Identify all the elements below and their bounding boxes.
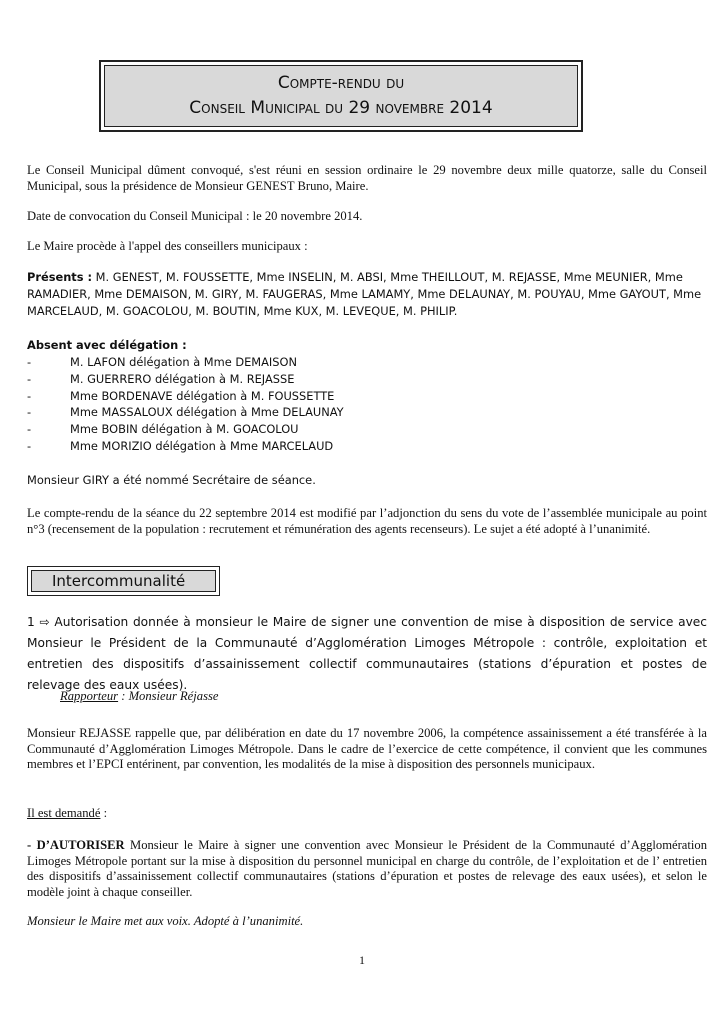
absents-list xyxy=(27,354,627,455)
agenda-item-1 xyxy=(27,612,707,696)
absent-delegation: Mme BORDENAVE délégation à M. FOUSSETTE xyxy=(70,388,335,403)
demande-label: Il est demandé xyxy=(27,806,101,820)
autoriser-paragraph xyxy=(27,838,707,900)
appel-paragraph: Le Maire procède à l'appel des conseillers municipaux : xyxy=(27,239,308,253)
section-heading-box xyxy=(27,566,220,596)
absent-delegation: Mme BOBIN délégation à M. GOACOLOU xyxy=(70,422,299,437)
page-number: 1 xyxy=(359,953,365,967)
section-heading: Intercommunalité xyxy=(31,570,216,592)
absent-delegation: Mme MORIZIO délégation à Mme MARCELAUD xyxy=(70,438,334,453)
title-line-2: Conseil Municipal du 29 novembre 2014 xyxy=(189,98,493,118)
rapporteur-line xyxy=(60,689,218,704)
demande-line xyxy=(27,806,707,822)
list-item xyxy=(27,404,627,421)
list-item xyxy=(27,371,627,388)
list-dash: - xyxy=(27,405,32,420)
absent-delegation: M. GUERRERO délégation à M. REJASSE xyxy=(70,371,295,386)
compte-rendu-paragraph: Le compte-rendu de la séance du 22 septembre 2014 est modifié par l’adjonction du sens du vote de l’assemblée municipale au point n°3 (recensement de la population : recrutement et rémunération des agents recenseurs). Le sujet a été adopté à l’unanimité. xyxy=(27,506,707,536)
list-dash: - xyxy=(27,438,32,453)
list-dash: - xyxy=(27,388,32,403)
title-line-1: Compte-rendu du xyxy=(277,73,405,93)
absents-label: Absent avec délégation : xyxy=(27,338,187,352)
title-box-inner xyxy=(104,65,578,127)
presents-names: M. GENEST, M. FOUSSETTE, Mme INSELIN, M. ABSI, Mme THEILLOUT, M. REJASSE, Mme MEUNIER, Mme RAMADIER, Mme DEMAISON, M. GIRY, M. FAUGERAS, Mme LAMAMY, Mme DELAUNAY, M. POUYAU, Mme GAYOUT, Mme MARCELAUD, M. GOACOLOU, M. BOUTIN, Mme KUX, M. LEVEQUE, M. PHILIP. xyxy=(27,270,702,318)
vote-line: Monsieur le Maire met aux voix. Adopté à l’unanimité. xyxy=(27,914,304,928)
secretaire-line: Monsieur GIRY a été nommé Secrétaire de séance. xyxy=(27,473,316,487)
convocation-date: Date de convocation du Conseil Municipal : le 20 novembre 2014. xyxy=(27,209,363,223)
item-text: Autorisation donnée à monsieur le Maire de signer une convention de mise à disposition de service avec Monsieur le Président de la Communauté d’Agglomération Limoges Métropole : contrôle, exploitation et entretien des dispositifs d’assainissement collectif communautaires (stations d’épuration et postes de relevage des eaux usées). xyxy=(27,615,707,692)
list-dash: - xyxy=(27,355,32,369)
title-box xyxy=(99,60,583,132)
absent-delegation: M. LAFON délégation à Mme DEMAISON xyxy=(70,355,298,369)
rapporteur-label: Rapporteur xyxy=(60,689,119,703)
autoriser-label: - D’AUTORISER xyxy=(27,838,125,852)
item-number: 1 xyxy=(27,615,35,629)
list-item xyxy=(27,421,627,438)
list-dash: - xyxy=(27,371,32,386)
presents-paragraph xyxy=(27,269,707,320)
intro-paragraph: Le Conseil Municipal dûment convoqué, s'est réuni en session ordinaire le 29 novembre deux mille quatorze, salle du Conseil Municipal, sous la présidence de Monsieur GENEST Bruno, Maire. xyxy=(27,163,707,193)
list-dash: - xyxy=(27,422,32,437)
list-item xyxy=(27,354,627,371)
absent-delegation: Mme MASSALOUX délégation à Mme DELAUNAY xyxy=(70,405,344,420)
autoriser-text: Monsieur le Maire à signer une convention avec Monsieur le Président de la Communauté d’Agglomération Limoges Métropole portant sur la mise à disposition du personnel municipal en charge du contrôle, de l’exploitation et de l’ entretien des dispositifs d’assainissement collectif communautaires (stations d’épuration et postes de relevage des eaux usées), et selon le modèle joint à chaque conseiller. xyxy=(27,838,707,899)
list-item xyxy=(27,388,627,405)
rapporteur-name: : Monsieur Réjasse xyxy=(118,689,219,703)
presents-label: Présents : xyxy=(27,270,93,284)
arrow-icon: ⇨ xyxy=(39,615,50,629)
demande-suffix: : xyxy=(100,806,108,820)
rappel-paragraph: Monsieur REJASSE rappelle que, par délibération en date du 17 novembre 2006, la compétence assainissement a été transférée à la Communauté d’Agglomération Limoges Métropole. Dans le cadre de l’exercice de cette compétence, il convient que les communes membres et l’EPCI entérinent, par convention, les modalités de la mise à disposition des personnels municipaux. xyxy=(27,726,707,771)
list-item xyxy=(27,438,627,455)
